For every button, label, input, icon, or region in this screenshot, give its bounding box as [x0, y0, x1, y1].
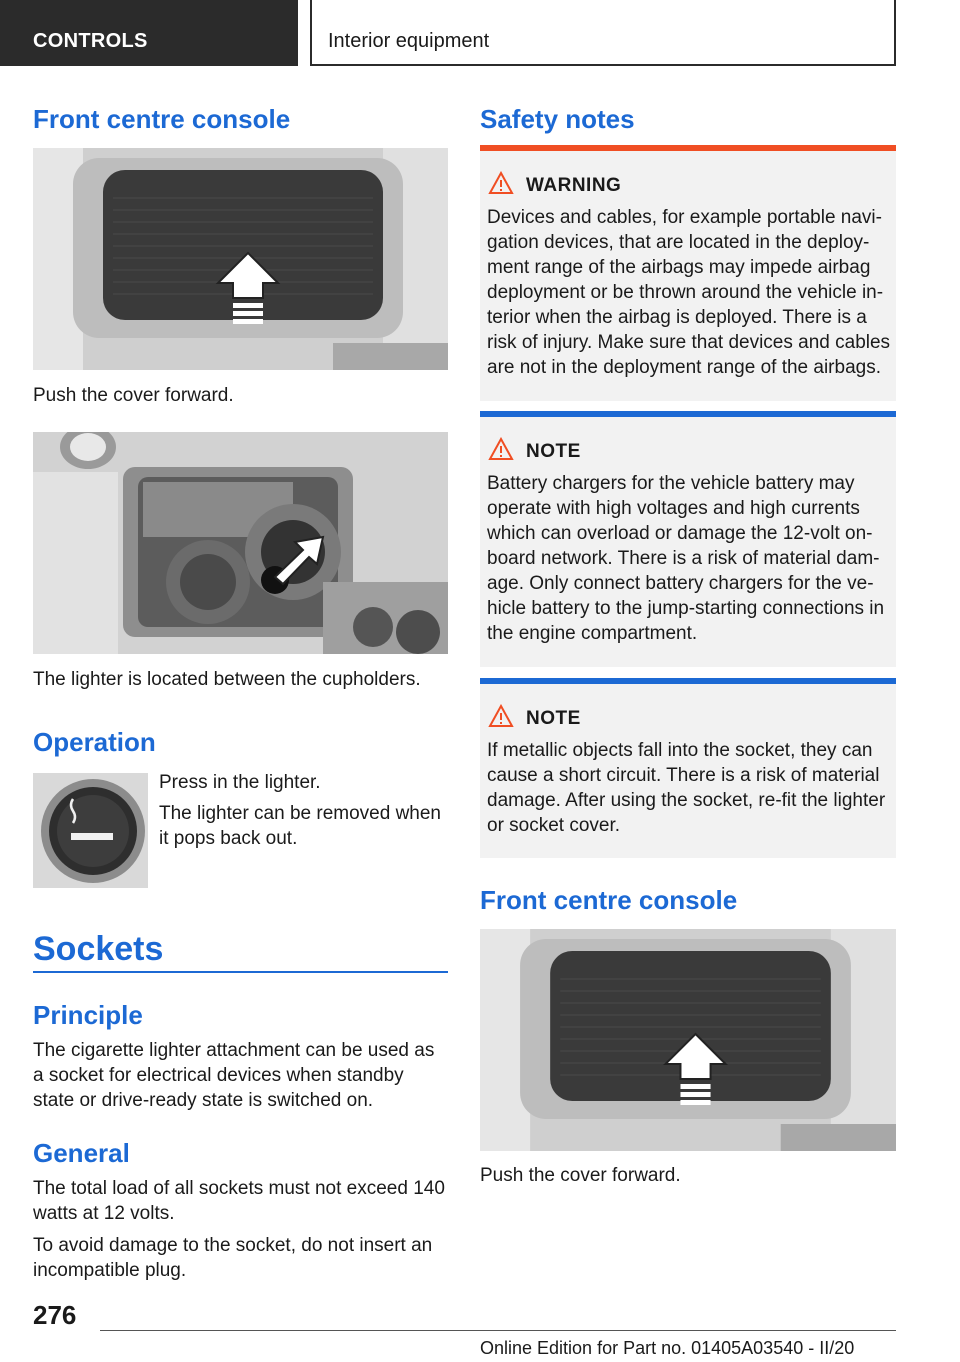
principle-text: The cigarette lighter attachment can be used as a socket for electrical devices when standby state or drive-ready state is switched on.: [33, 1040, 435, 1111]
footer-rule: [100, 1330, 896, 1331]
note-box-chargers: [480, 411, 896, 667]
warning-text: Devices and cables, for example portable navi-gation devices, that are located in the deploy-ment range of the airbags may impede airbag deployment or be thrown around the vehicle in-terior when the airbag is deployed. There is a risk of injury. Make sure that devices and cables are not in the deployment range of the airbags.: [487, 207, 891, 378]
lighter-location-photo: [33, 432, 448, 654]
heading-operation: Operation: [33, 727, 156, 757]
console-cover-photo-2: [480, 929, 896, 1151]
page-number: 276: [33, 1300, 77, 1330]
lighter-photo: [33, 773, 148, 888]
note-text-metallic: If metallic objects fall into the socket, they can cause a short circuit. There is a risk of material damage. After using the socket, re-fit the lighter or socket cover.: [487, 740, 886, 836]
warning-label: WARNING: [526, 175, 622, 196]
note-label: NOTE: [526, 441, 581, 462]
caption-push-cover: Push the cover forward.: [33, 385, 234, 406]
sockets-rule: [33, 971, 448, 973]
heading-safety-notes: Safety notes: [480, 104, 635, 134]
heading-general: General: [33, 1138, 130, 1168]
caution-triangle-icon: [488, 704, 514, 728]
caption-push-cover-2: Push the cover forward.: [480, 1165, 681, 1186]
section-tab: [0, 0, 298, 66]
note-box-metallic: [480, 678, 896, 858]
section-label: CONTROLS: [33, 30, 148, 52]
operation-text-1: Press in the lighter.: [159, 772, 321, 793]
console-cover-photo: [33, 148, 448, 370]
note-text-chargers: Battery chargers for the vehicle battery may operate with high voltages and high currents which can overload or damage the 12-volt on-board network. There is a risk of material dam-age. Only connect battery chargers for the ve-hicle battery to the jump-starting connections in the engine compartment.: [487, 473, 885, 644]
chapter-tab: [310, 0, 896, 66]
note-bar: [480, 411, 896, 417]
heading-front-console: Front centre console: [33, 104, 291, 134]
edition-text: Online Edition for Part no. 01405A03540 - II/20: [480, 1338, 855, 1358]
general-text-1: The total load of all sockets must not exceed 140 watts at 12 volts.: [33, 1178, 445, 1224]
caption-lighter-location: The lighter is located between the cupholders.: [33, 669, 421, 690]
heading-front-console-2: Front centre console: [480, 885, 738, 915]
heading-sockets: Sockets: [33, 930, 164, 968]
warning-triangle-icon: [488, 171, 514, 195]
caution-triangle-icon: [488, 437, 514, 461]
chapter-label: Interior equipment: [328, 30, 490, 52]
warning-bar: [480, 145, 896, 151]
operation-text-2: The lighter can be removed when it pops back out.: [159, 803, 441, 849]
note-label: NOTE: [526, 708, 581, 729]
note-bar: [480, 678, 896, 684]
heading-principle: Principle: [33, 1000, 143, 1030]
warning-box: [480, 145, 896, 401]
general-text-2: To avoid damage to the socket, do not insert an incompatible plug.: [33, 1235, 433, 1281]
